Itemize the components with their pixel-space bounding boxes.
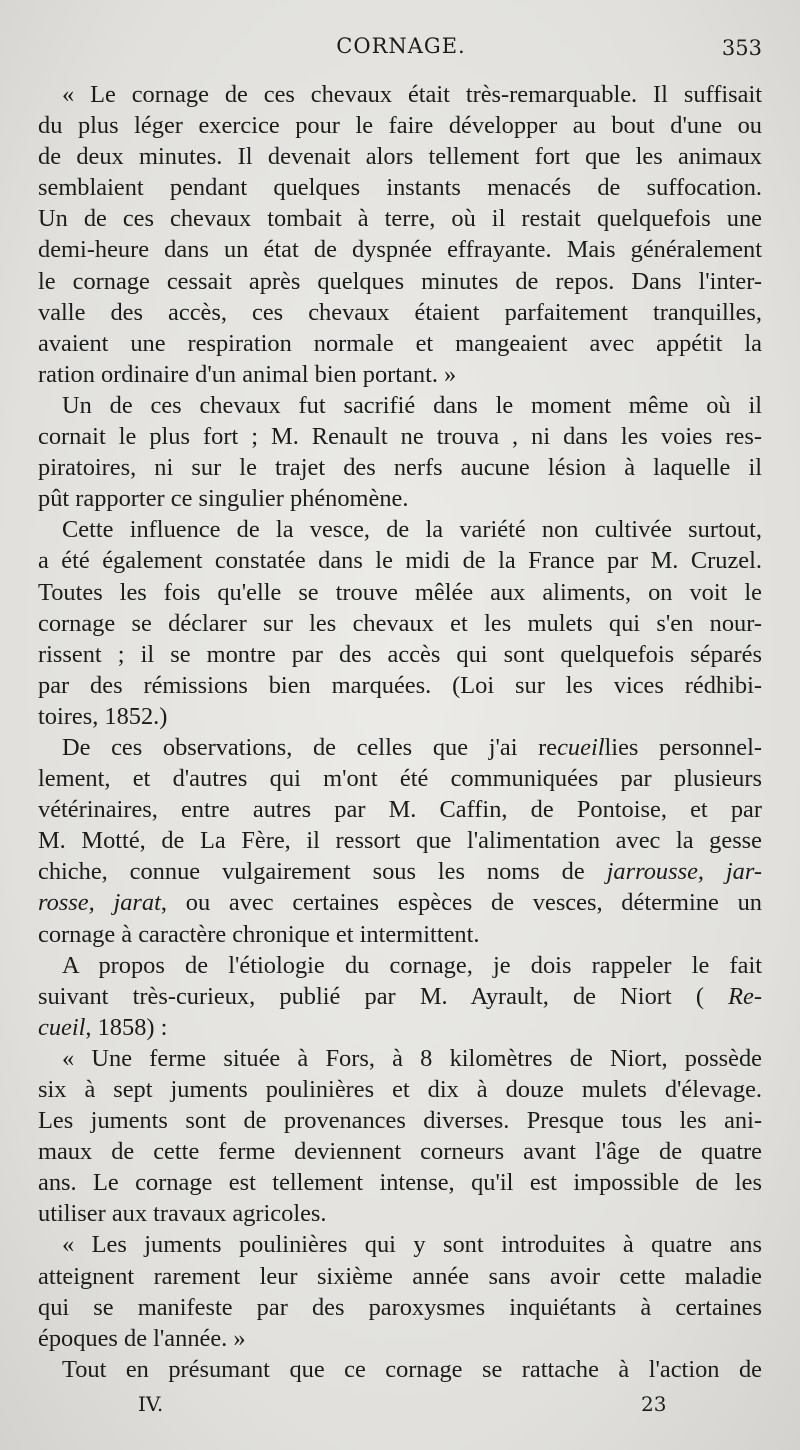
text-line: toires, 1852.) [38,702,168,730]
paragraph [38,514,762,732]
signature-mark: IV. [138,1392,164,1416]
sheet-number: 23 [641,1392,667,1416]
text-line: vétérinaires, entre autres par M. Caffin, de Pontoise, et par [38,796,762,824]
paragraph [38,1354,762,1385]
text-line: « Une ferme située à Fors, à 8 kilomètres de Niort, possède [62,1044,762,1072]
text-line: Toutes les fois qu'elle se trouve mêlée aux aliments, on voit le [38,578,762,606]
text-line: cueil, 1858) : [38,1013,168,1041]
paragraph [38,79,762,390]
text-line: demi-heure dans un état de dyspnée effrayante. Mais généralement [38,236,762,264]
text-line: époques de l'année. » [38,1324,246,1352]
paragraph [38,732,762,950]
text-line: Cette influence de la vesce, de la variété non cultivée surtout, [62,516,762,544]
text-line: atteignent rarement leur sixième année sans avoir cette maladie [38,1262,762,1290]
text-line: maux de cette ferme deviennent corneurs avant l'âge de quatre [38,1138,762,1166]
text-line: le cornage cessait après quelques minutes de repos. Dans l'inter- [38,267,762,295]
text-line: Un de ces chevaux fut sacrifié dans le moment même où il [62,391,762,419]
page-header [40,30,762,64]
text-line: De ces observations, de celles que j'ai recueillies personnel- [62,733,762,761]
text-line: pût rapporter ce singulier phénomène. [38,485,409,513]
text-line: « Le cornage de ces chevaux était très-remarquable. Il suffisait [62,81,762,108]
text-line: qui se manifeste par des paroxysmes inquiétants à certaines [38,1293,762,1321]
text-line: piratoires, ni sur le trajet des nerfs aucune lésion à laquelle il [38,454,762,482]
page-number: 353 [721,36,762,60]
paragraph [38,1229,762,1353]
text-line: valle des accès, ces chevaux étaient parfaitement tranquilles, [38,298,762,326]
text-line: chiche, connue vulgairement sous les noms de jarrousse, jar- [38,858,763,886]
text-line: Tout en présumant que ce cornage se rattache à l'action de [62,1355,762,1383]
text-line: Les juments sont de provenances diverses. Presque tous les ani- [38,1107,762,1135]
text-line: suivant très-curieux, publié par M. Ayrault, de Niort ( Re- [38,982,762,1010]
text-line: du plus léger exercice pour le faire développer au bout d'une ou [38,112,762,140]
text-line: utiliser aux travaux agricoles. [38,1200,327,1228]
text-line: rissent ; il se montre par des accès qui sont quelquefois séparés [38,640,762,668]
text-line: « Les juments poulinières qui y sont introduites à quatre ans [62,1231,762,1259]
page-footer [0,1392,800,1422]
text-line: six à sept juments poulinières et dix à douze mulets d'élevage. [38,1076,762,1103]
text-line: a été également constatée dans le midi de la France par M. Cruzel. [38,547,762,575]
text-line: semblaient pendant quelques instants menacés de suffocation. [38,174,762,202]
text-line: cornage à caractère chronique et intermittent. [38,920,480,948]
text-line: cornage se déclarer sur les chevaux et les mulets qui s'en nour- [38,609,762,637]
running-title: CORNAGE. [336,34,466,58]
paragraph [38,1043,762,1230]
text-line: ans. Le cornage est tellement intense, qu'il est impossible de les [38,1169,762,1197]
text-line: ration ordinaire d'un animal bien portant. » [38,360,457,388]
text-line: rosse, jarat, ou avec certaines espèces de vesces, détermine un [38,889,762,917]
text-line: lement, et d'autres qui m'ont été communiquées par plusieurs [38,765,762,793]
body-text [38,79,762,1385]
text-line: de deux minutes. Il devenait alors tellement fort que les animaux [38,143,762,171]
text-line: par des rémissions bien marquées. (Loi sur les vices rédhibi- [38,671,762,699]
text-line: M. Motté, de La Fère, il ressort que l'alimentation avec la gesse [38,827,762,855]
paragraph [38,950,762,1043]
text-line: Un de ces chevaux tombait à terre, où il restait quelquefois une [38,205,762,233]
text-line: A propos de l'étiologie du cornage, je dois rappeler le fait [62,951,762,979]
paragraph [38,390,762,514]
text-line: cornait le plus fort ; M. Renault ne trouva , ni dans les voies res- [38,423,762,451]
text-line: avaient une respiration normale et mangeaient avec appétit la [38,329,762,357]
